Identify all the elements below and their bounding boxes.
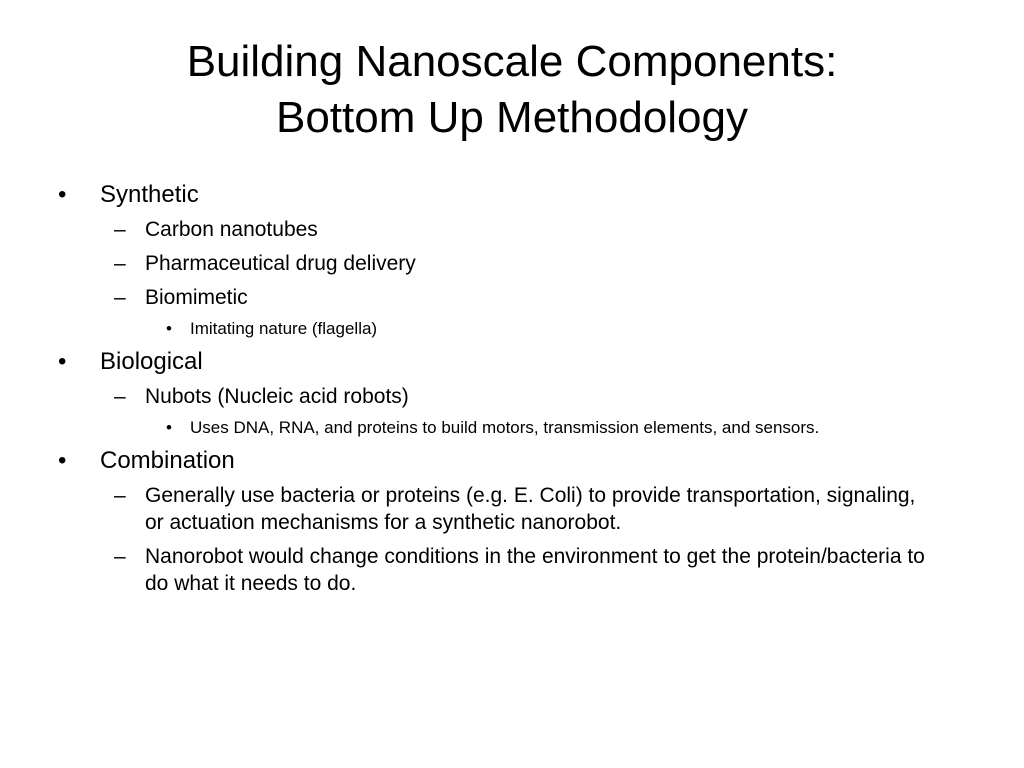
dash-marker: –: [114, 385, 126, 408]
bullet-marker: •: [58, 348, 67, 375]
subbullet-text: Biomimetic: [145, 286, 248, 309]
subbullet-text: Generally use bacteria or proteins (e.g. E. Coli) to provide transportation, signaling, or actuation mechanisms for a synthetic nanorobot.: [145, 484, 916, 534]
bullet-text: Combination: [100, 447, 235, 474]
bullet-biological: [58, 347, 938, 377]
bullet-marker: •: [166, 418, 172, 437]
slide-title: [60, 34, 964, 146]
title-line-2: Bottom Up Methodology: [275, 93, 749, 142]
detail-imitating-nature: [58, 318, 938, 340]
dash-marker: –: [114, 545, 126, 568]
subbullet-nanorobot-change-conditions: [58, 543, 938, 597]
subbullet-text: Nanorobot would change conditions in the environment to get the protein/bacteria to do what it needs to do.: [145, 545, 925, 595]
subbullet-text: Nubots (Nucleic acid robots): [145, 385, 409, 408]
detail-text: Imitating nature (flagella): [190, 319, 378, 338]
detail-uses-dna: [58, 417, 938, 439]
subbullet-carbon-nanotubes: [58, 216, 938, 243]
bullet-text: Biological: [100, 348, 203, 375]
dash-marker: –: [114, 218, 126, 241]
subbullet-text: Pharmaceutical drug delivery: [145, 252, 416, 275]
slide-content: [58, 180, 938, 604]
bullet-combination: [58, 446, 938, 476]
bullet-marker: •: [58, 447, 67, 474]
bullet-marker: •: [166, 319, 172, 338]
bullet-text: Synthetic: [100, 181, 199, 208]
dash-marker: –: [114, 484, 126, 507]
subbullet-generally-use-bacteria: [58, 482, 938, 536]
dash-marker: –: [114, 286, 126, 309]
subbullet-text: Carbon nanotubes: [145, 218, 318, 241]
detail-text: Uses DNA, RNA, and proteins to build motors, transmission elements, and sensors.: [190, 418, 820, 437]
bullet-synthetic: [58, 180, 938, 210]
subbullet-drug-delivery: [58, 250, 938, 277]
title-line-1: Building Nanoscale Components:: [186, 37, 838, 86]
subbullet-biomimetic: [58, 284, 938, 311]
dash-marker: –: [114, 252, 126, 275]
bullet-marker: •: [58, 181, 67, 208]
subbullet-nubots: [58, 383, 938, 410]
